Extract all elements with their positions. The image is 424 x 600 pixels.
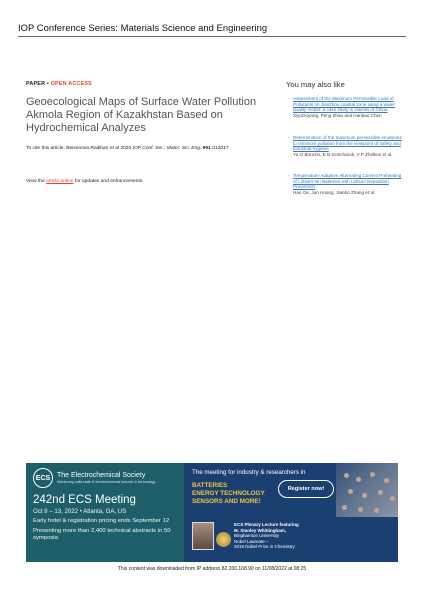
banner-left-panel — [26, 463, 184, 562]
open-access-label: OPEN ACCESS — [50, 81, 92, 87]
audience-photo — [336, 463, 398, 517]
society-title: The Electrochemical Society — [57, 471, 146, 479]
related-article-authors: XiyuOuyang, Peng Zhao and Hanbao Chen — [293, 112, 382, 118]
download-footer: This content was downloaded from IP address 82.200.168.90 on 11/08/2022 at 08:25 — [117, 566, 307, 572]
related-article — [288, 135, 406, 157]
lecture-line: Nobel Laureate – — [234, 538, 269, 544]
topic: BATTERIES — [192, 482, 228, 489]
related-article-link[interactable]: - Assessment of the Maximum Permissible Load of Pollutants on Jiaozhou coastal zone using a water quality model: a case study in Hainan of China — [288, 96, 406, 113]
article-type: PAPER — [26, 81, 46, 87]
lecturer-photo — [192, 522, 214, 550]
article-title: Geoecological Maps of Surface Water Pollution Akmola Region of Kazakhstan Based on Hydrochemical Analyzes — [26, 96, 257, 134]
lecture-line: M. Stanley Whittingham, — [234, 527, 287, 533]
related-heading: You may also like — [286, 80, 345, 89]
society-subtitle: Advancing solid state & electrochemical science & technology — [57, 479, 156, 484]
citation — [26, 146, 278, 151]
article-kicker — [26, 81, 92, 87]
plenary-lecture-info — [234, 522, 344, 550]
topic: SENSORS AND MORE! — [192, 498, 261, 505]
view-after: for updates and enhancements. — [73, 179, 144, 184]
lecture-line: Binghamton University — [234, 533, 280, 539]
citation-prefix: To cite this article: Beisenova Raikhan — [26, 146, 109, 151]
ecs-logo-icon: ECS — [33, 468, 53, 488]
ecs-advertisement-banner[interactable] — [26, 463, 398, 562]
banner-tagline: The meeting for industry & researchers in — [192, 469, 306, 476]
citation-etal: et al — [108, 146, 119, 151]
related-article-authors: Yu O Borozin, E N Goncharuk, V P Zholkov et al. — [293, 151, 393, 157]
related-article-link[interactable]: - Determination of the maximum permissible emissions to minimize pollution from the viewpoint of safety and industrial hygiene — [288, 135, 406, 152]
early-pricing-note: Early hotel & registration pricing ends September 12 — [33, 518, 170, 524]
related-article — [288, 96, 406, 118]
citation-volume: 901 — [201, 146, 211, 151]
meeting-title: 242nd ECS Meeting — [33, 494, 136, 506]
society-name — [57, 472, 169, 485]
view-before: View the — [26, 179, 47, 184]
nobel-medal-icon — [216, 532, 231, 547]
article-online-link[interactable]: article online — [46, 179, 74, 184]
lecture-line: ECS Plenary Lecture featuring — [234, 522, 299, 527]
banner-topics — [192, 482, 265, 506]
kicker-separator: • — [45, 81, 51, 87]
related-article-authors: Hao Ge, Jun Huang, Jianbo Zhang et al. — [293, 189, 376, 195]
related-article-link[interactable]: - Temperature-Adaptive Alternating Current Preheating of Lithium-Ion Batteries with Lithium Deposition Prevention — [288, 173, 406, 190]
view-online-line — [26, 179, 144, 184]
related-article — [288, 173, 406, 195]
meeting-dates: Oct 9 – 13, 2022 • Atlanta, GA, US — [33, 508, 127, 515]
citation-year: 2020 — [118, 146, 133, 151]
citation-journal: IOP Conf. Ser.: Mater. Sci. Eng. — [132, 146, 202, 151]
citation-article: 012017 — [210, 146, 229, 151]
abstracts-note: Presenting more than 2,400 technical abstracts in 50 symposia — [33, 528, 171, 541]
banner-right-panel — [184, 463, 398, 562]
journal-name: IOP Conference Series: Materials Science and Engineering — [18, 22, 268, 33]
lecture-line: 2019 Nobel Prize in Chemistry — [234, 544, 295, 550]
topic: ENERGY TECHNOLOGY — [192, 490, 265, 497]
register-now-button[interactable]: Register now! — [278, 480, 334, 498]
ecs-logo — [33, 468, 177, 488]
header-divider — [18, 36, 406, 37]
